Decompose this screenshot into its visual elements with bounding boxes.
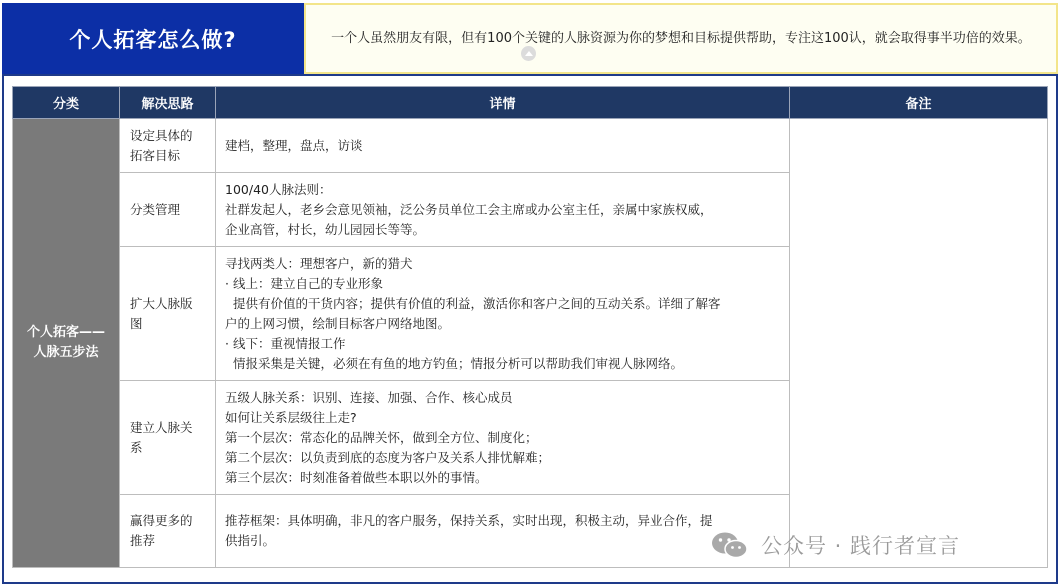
column-header-detail: 详情 <box>216 87 790 119</box>
detail-line: 供指引。 <box>225 533 276 548</box>
detail-cell <box>216 247 790 381</box>
table-header-row <box>13 87 1048 119</box>
category-cell <box>13 119 120 568</box>
idea-line: 拓客目标 <box>130 147 181 163</box>
description-text: 一个人虽然朋友有限，但有100个关键的人脉资源为你的梦想和目标提供帮助，专注这100认，就会取得事半功倍的效果。 <box>331 30 1031 46</box>
header-description <box>304 3 1058 74</box>
page-title: 个人拓客怎么做? <box>2 3 304 74</box>
idea-line: 分类管理 <box>130 201 181 217</box>
idea-line: 设定具体的 <box>130 127 193 143</box>
idea-line: 扩大人脉版 <box>130 295 193 311</box>
detail-line: 五级人脉关系：识别、连接、加强、合作、核心成员 <box>225 389 513 405</box>
detail-line: 建档，整理，盘点，访谈 <box>225 137 363 153</box>
idea-cell <box>120 495 216 568</box>
detail-line: 第一个层次：常态化的品牌关怀，做到全方位、制度化； <box>225 429 538 445</box>
detail-cell <box>216 173 790 247</box>
detail-line: 100/40人脉法则： <box>225 181 332 197</box>
category-line: 人脉五步法 <box>33 345 99 360</box>
scroll-up-icon[interactable] <box>521 46 536 61</box>
column-header-category: 分类 <box>13 87 120 119</box>
idea-cell <box>120 173 216 247</box>
watermark <box>709 528 960 562</box>
detail-line: 如何让关系层级往上走? <box>225 409 357 425</box>
detail-line: 提供有价值的干货内容；提供有价值的利益，激活你和客户之间的互动关系。详细了解客 <box>225 295 721 311</box>
detail-line: · 线上：建立自己的专业形象 <box>225 275 383 291</box>
detail-line: 企业高管，村长，幼儿园园长等等。 <box>225 221 426 237</box>
detail-line: 寻找两类人：理想客户，新的猎犬 <box>225 255 413 271</box>
detail-line: 户的上网习惯，绘制目标客户网络地图。 <box>225 315 451 331</box>
idea-line: 赢得更多的 <box>130 513 193 528</box>
idea-line: 图 <box>130 315 143 331</box>
detail-cell <box>216 381 790 495</box>
idea-cell <box>120 381 216 495</box>
detail-line: · 线下：重视情报工作 <box>225 335 346 351</box>
idea-line: 系 <box>130 439 143 455</box>
strategy-table <box>12 86 1048 568</box>
idea-cell <box>120 119 216 173</box>
remark-cell <box>790 119 1048 568</box>
detail-line: 情报采集是关键，必须在有鱼的地方钓鱼；情报分析可以帮助我们审视人脉网络。 <box>225 355 683 371</box>
watermark-text: 公众号 · 践行者宣言 <box>761 534 961 558</box>
table-row <box>13 119 1048 173</box>
column-header-idea: 解决思路 <box>120 87 216 119</box>
detail-line: 第三个层次：时刻准备着做些本职以外的事情。 <box>225 469 488 485</box>
idea-line: 建立人脉关 <box>130 419 193 435</box>
detail-line: 社群发起人，老乡会意见领袖，泛公务员单位工会主席或办公室主任，亲属中家族权威， <box>225 201 713 217</box>
column-header-remark: 备注 <box>790 87 1048 119</box>
wechat-icon <box>709 530 751 560</box>
detail-cell <box>216 495 790 568</box>
detail-line: 第二个层次：以负责到底的态度为客户及关系人排忧解难； <box>225 449 551 465</box>
detail-line: 推荐框架：具体明确，非凡的客户服务，保持关系，实时出现，积极主动，异业合作，提 <box>225 513 713 528</box>
idea-cell <box>120 247 216 381</box>
category-line: 个人拓客—— <box>26 325 105 340</box>
idea-line: 推荐 <box>130 533 156 548</box>
detail-cell <box>216 119 790 173</box>
